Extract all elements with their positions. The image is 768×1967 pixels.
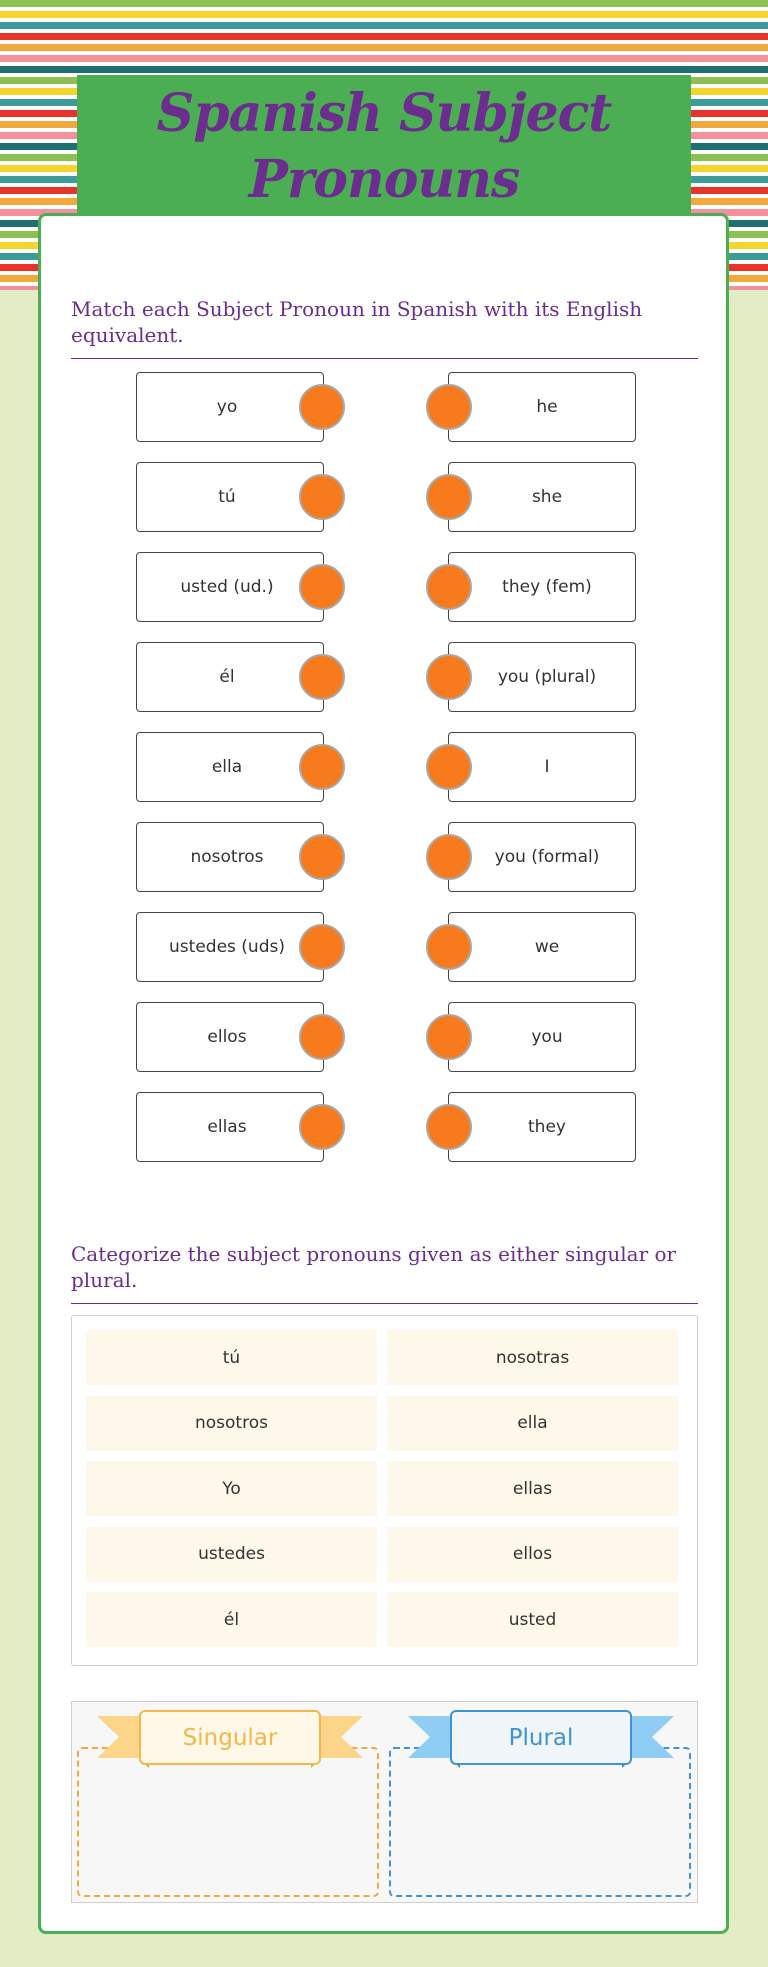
match-left-item: [136, 1092, 324, 1162]
match-left-connector-dot[interactable]: [299, 474, 345, 520]
match-left-item: [136, 822, 324, 892]
match-right-item: [448, 1002, 636, 1072]
match-right-item: [448, 462, 636, 532]
match-left-connector-dot[interactable]: [299, 1104, 345, 1150]
match-right-item: [448, 1092, 636, 1162]
categorize-item[interactable]: usted: [387, 1592, 678, 1647]
categorize-item[interactable]: Yo: [86, 1461, 377, 1516]
match-left-item: [136, 1002, 324, 1072]
categorize-item[interactable]: nosotras: [387, 1330, 678, 1385]
match-right-label: we: [534, 937, 560, 957]
match-right-item: [448, 912, 636, 982]
match-left-connector-dot[interactable]: [299, 384, 345, 430]
match-right-connector-dot[interactable]: [426, 384, 472, 430]
match-left-item: [136, 642, 324, 712]
match-right-item: [448, 642, 636, 712]
matching-instruction: Match each Subject Pronoun in Spanish with its English equivalent.: [71, 296, 698, 359]
categorize-bins: [71, 1701, 698, 1903]
categorize-item[interactable]: ella: [387, 1396, 678, 1451]
match-left-connector-dot[interactable]: [299, 924, 345, 970]
match-right-connector-dot[interactable]: [426, 924, 472, 970]
match-left-item: [136, 732, 324, 802]
categorize-item[interactable]: tú: [86, 1330, 377, 1385]
match-right-connector-dot[interactable]: [426, 474, 472, 520]
match-left-item: [136, 372, 324, 442]
plural-ribbon: [408, 1708, 674, 1776]
categorize-item[interactable]: nosotros: [86, 1396, 377, 1451]
match-right-item: [448, 372, 636, 442]
worksheet-card: [38, 213, 729, 1934]
match-left-item: [136, 912, 324, 982]
singular-ribbon: [97, 1708, 363, 1776]
match-left-connector-dot[interactable]: [299, 834, 345, 880]
title-banner: [77, 75, 691, 215]
match-right-connector-dot[interactable]: [426, 654, 472, 700]
categorize-item[interactable]: él: [86, 1592, 377, 1647]
match-left-label: ellas: [207, 1117, 247, 1137]
page-title: Spanish Subject Pronouns: [156, 83, 612, 210]
match-left-label: usted (ud.): [180, 577, 274, 597]
categorize-item-pool: [71, 1315, 698, 1666]
plural-label: Plural: [450, 1710, 632, 1765]
match-left-label: yo: [216, 397, 238, 417]
match-right-label: he: [536, 397, 558, 417]
match-right-connector-dot[interactable]: [426, 744, 472, 790]
match-left-label: ellos: [207, 1027, 247, 1047]
match-right-connector-dot[interactable]: [426, 834, 472, 880]
match-left-label: tú: [218, 487, 236, 507]
match-left-label: ustedes (uds): [169, 937, 285, 957]
match-left-connector-dot[interactable]: [299, 1014, 345, 1060]
match-left-label: ella: [211, 757, 243, 777]
categorize-instruction: Categorize the subject pronouns given as either singular or plural.: [71, 1241, 698, 1304]
match-right-item: [448, 552, 636, 622]
match-left-connector-dot[interactable]: [299, 564, 345, 610]
categorize-item[interactable]: ustedes: [86, 1527, 377, 1582]
match-left-connector-dot[interactable]: [299, 654, 345, 700]
categorize-item[interactable]: ellos: [387, 1527, 678, 1582]
match-left-label: él: [219, 667, 235, 687]
categorize-item[interactable]: ellas: [387, 1461, 678, 1516]
match-right-label: you (plural): [497, 667, 597, 687]
match-right-item: [448, 822, 636, 892]
match-right-label: you (formal): [494, 847, 600, 867]
match-left-item: [136, 462, 324, 532]
match-right-connector-dot[interactable]: [426, 564, 472, 610]
singular-label: Singular: [139, 1710, 321, 1765]
match-right-label: they: [528, 1117, 566, 1137]
match-left-connector-dot[interactable]: [299, 744, 345, 790]
match-right-label: you: [531, 1027, 563, 1047]
match-left-item: [136, 552, 324, 622]
match-right-connector-dot[interactable]: [426, 1104, 472, 1150]
match-right-label: I: [544, 757, 550, 777]
match-right-connector-dot[interactable]: [426, 1014, 472, 1060]
match-right-item: [448, 732, 636, 802]
match-right-label: she: [531, 487, 563, 507]
match-left-label: nosotros: [190, 847, 264, 867]
match-right-label: they (fem): [502, 577, 592, 597]
